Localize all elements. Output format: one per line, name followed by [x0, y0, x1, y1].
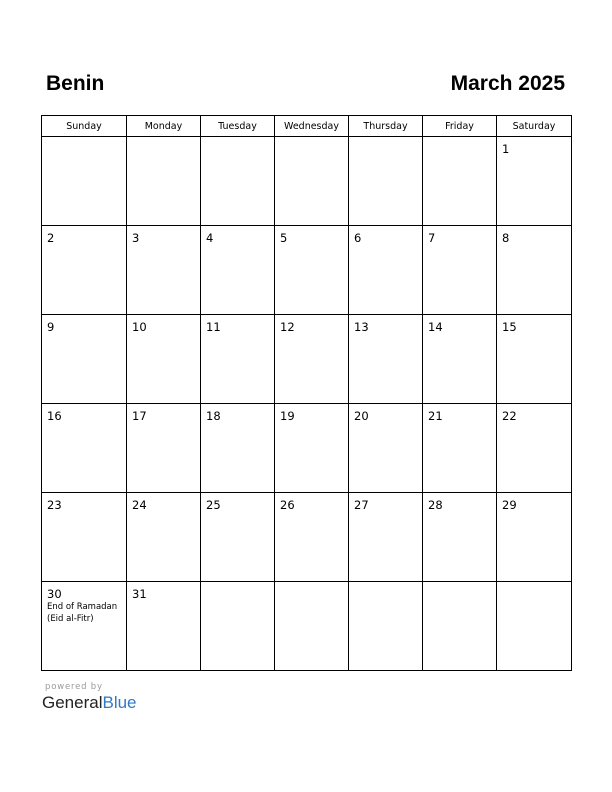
day-number: 13: [354, 320, 369, 334]
country-title: Benin: [46, 72, 105, 95]
day-number: 8: [502, 231, 510, 245]
day-cell-13: [349, 315, 423, 404]
day-cell-1: [497, 137, 572, 226]
week-row: [42, 582, 572, 671]
day-cell-24: [127, 493, 201, 582]
day-cell-14: [423, 315, 497, 404]
day-number: 27: [354, 498, 369, 512]
day-cell-10: [127, 315, 201, 404]
generalblue-logo[interactable]: [42, 693, 137, 713]
weekday-friday: Friday: [423, 116, 497, 137]
day-cell-18: [201, 404, 275, 493]
day-cell-5: [275, 226, 349, 315]
day-number: 30: [47, 587, 62, 601]
day-number: 31: [132, 587, 147, 601]
day-number: 10: [132, 320, 147, 334]
day-cell-9: [42, 315, 127, 404]
day-cell-26: [275, 493, 349, 582]
empty-day-cell: [201, 582, 275, 671]
day-cell-17: [127, 404, 201, 493]
brand-blue: Blue: [102, 693, 137, 712]
calendar-grid: [41, 115, 572, 671]
day-number: 6: [354, 231, 362, 245]
brand-general: General: [42, 693, 103, 712]
day-number: 2: [47, 231, 55, 245]
empty-day-cell: [201, 137, 275, 226]
day-number: 4: [206, 231, 214, 245]
day-cell-12: [275, 315, 349, 404]
holiday-label: End of Ramadan: [47, 602, 118, 612]
day-number: 5: [280, 231, 288, 245]
day-number: 17: [132, 409, 147, 423]
day-cell-22: [497, 404, 572, 493]
weekday-saturday: Saturday: [497, 116, 572, 137]
day-cell-29: [497, 493, 572, 582]
day-cell-20: [349, 404, 423, 493]
empty-day-cell: [349, 582, 423, 671]
empty-day-cell: [42, 137, 127, 226]
day-cell-28: [423, 493, 497, 582]
day-number: 22: [502, 409, 517, 423]
powered-by-text: powered by: [45, 682, 103, 692]
weekday-tuesday: Tuesday: [201, 116, 275, 137]
day-cell-23: [42, 493, 127, 582]
day-number: 19: [280, 409, 295, 423]
empty-day-cell: [497, 582, 572, 671]
week-row: [42, 226, 572, 315]
day-number: 20: [354, 409, 369, 423]
day-number: 9: [47, 320, 55, 334]
day-number: 11: [206, 320, 221, 334]
day-number: 14: [428, 320, 443, 334]
day-cell-7: [423, 226, 497, 315]
day-cell-21: [423, 404, 497, 493]
day-number: 28: [428, 498, 443, 512]
day-number: 23: [47, 498, 62, 512]
day-number: 21: [428, 409, 443, 423]
weekday-header-row: [42, 116, 572, 137]
day-cell-8: [497, 226, 572, 315]
day-number: 26: [280, 498, 295, 512]
day-cell-15: [497, 315, 572, 404]
day-cell-3: [127, 226, 201, 315]
day-cell-25: [201, 493, 275, 582]
day-number: 24: [132, 498, 147, 512]
week-row: [42, 315, 572, 404]
empty-day-cell: [275, 582, 349, 671]
day-cell-19: [275, 404, 349, 493]
holiday-label: (Eid al-Fitr): [47, 614, 94, 624]
month-title: March 2025: [450, 72, 565, 95]
week-row: [42, 137, 572, 226]
day-number: 1: [502, 142, 510, 156]
week-row: [42, 493, 572, 582]
day-cell-27: [349, 493, 423, 582]
weekday-thursday: Thursday: [349, 116, 423, 137]
weekday-sunday: Sunday: [42, 116, 127, 137]
day-number: 29: [502, 498, 517, 512]
weekday-wednesday: Wednesday: [275, 116, 349, 137]
weekday-monday: Monday: [127, 116, 201, 137]
day-number: 18: [206, 409, 221, 423]
empty-day-cell: [423, 582, 497, 671]
empty-day-cell: [423, 137, 497, 226]
week-row: [42, 404, 572, 493]
empty-day-cell: [275, 137, 349, 226]
day-number: 12: [280, 320, 295, 334]
day-number: 15: [502, 320, 517, 334]
day-number: 16: [47, 409, 62, 423]
empty-day-cell: [349, 137, 423, 226]
day-cell-30: [42, 582, 127, 671]
day-number: 7: [428, 231, 436, 245]
day-number: 3: [132, 231, 140, 245]
day-cell-16: [42, 404, 127, 493]
empty-day-cell: [127, 137, 201, 226]
day-number: 25: [206, 498, 221, 512]
day-cell-4: [201, 226, 275, 315]
day-cell-2: [42, 226, 127, 315]
day-cell-31: [127, 582, 201, 671]
day-cell-11: [201, 315, 275, 404]
day-cell-6: [349, 226, 423, 315]
